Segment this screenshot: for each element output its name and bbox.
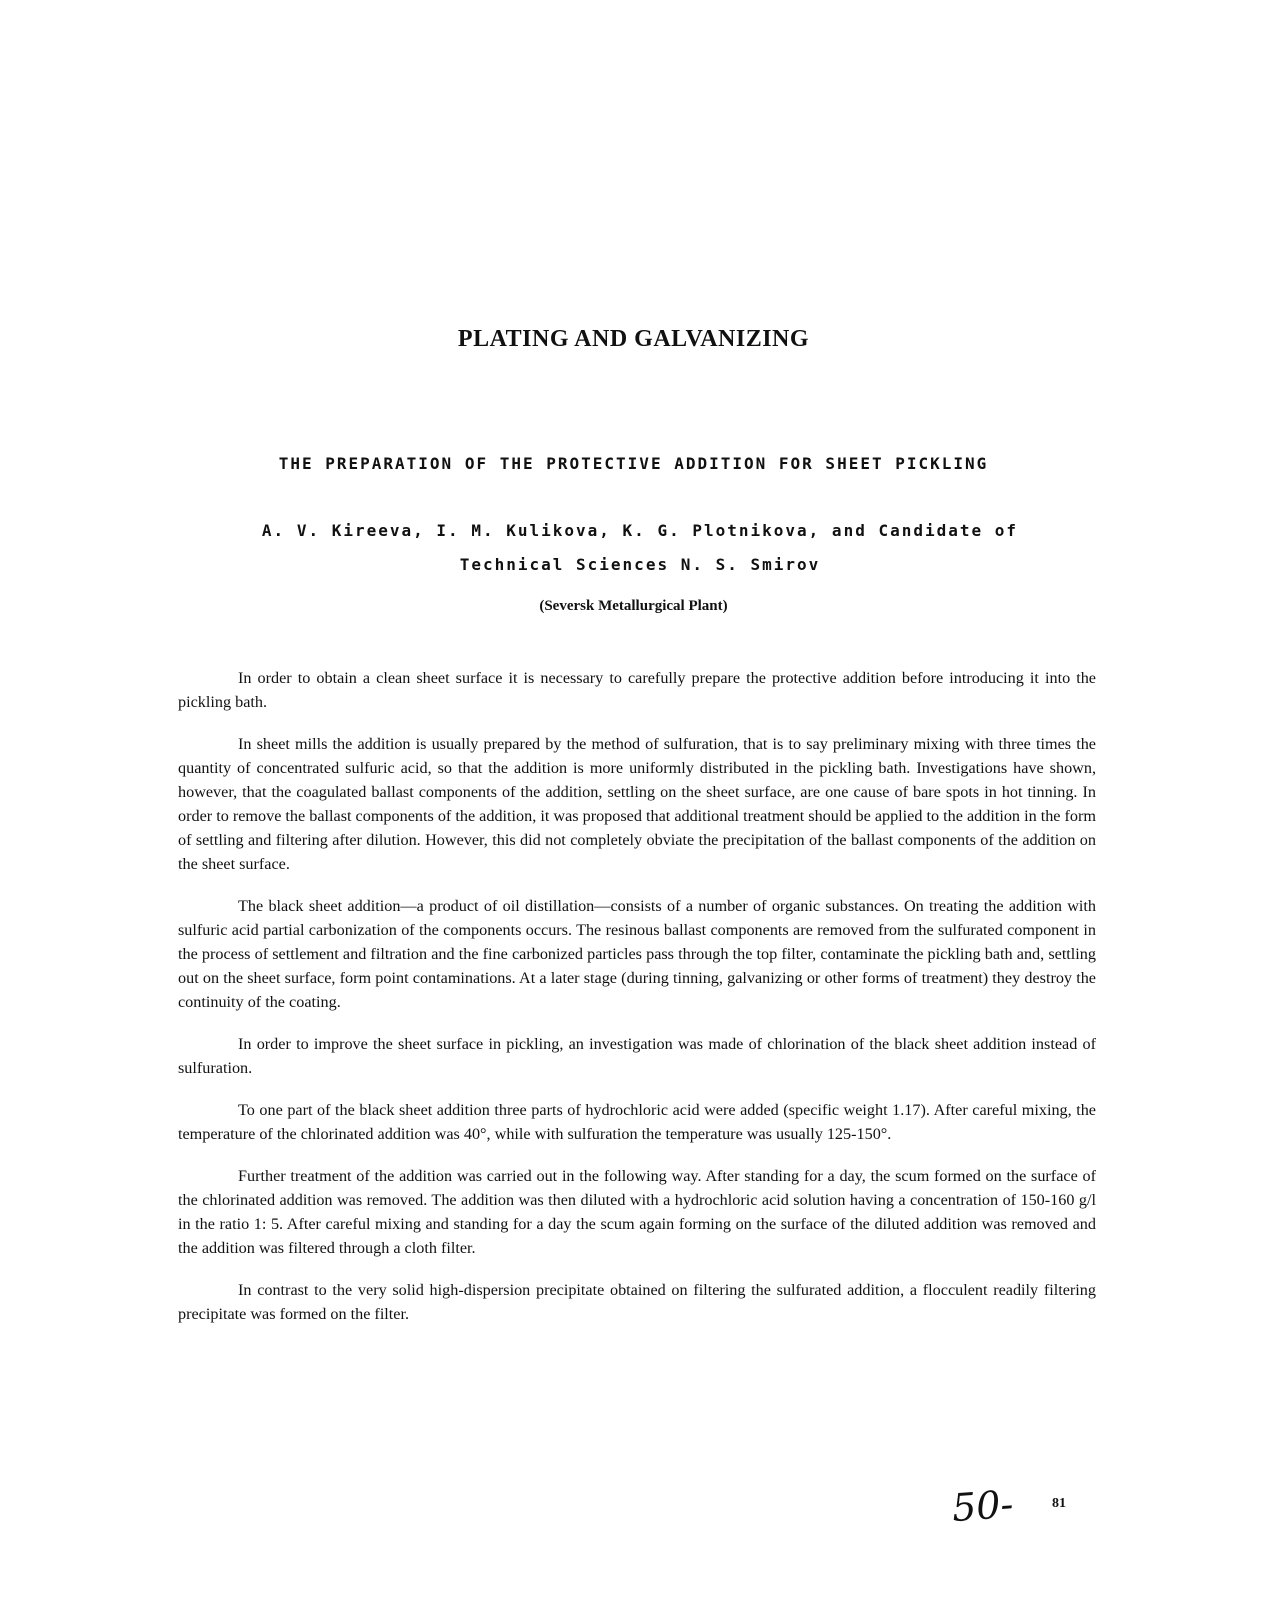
article-title: THE PREPARATION OF THE PROTECTIVE ADDITION FOR SHEET PICKLING [278,454,989,473]
paragraph: In order to improve the sheet surface in pickling, an investigation was made of chlorination of the black sheet addition instead of sulfuration. [178,1035,1096,1077]
affiliation: (Seversk Metallurgical Plant) [539,598,728,614]
section-title: PLATING AND GALVANIZING [457,326,810,352]
paragraph: To one part of the black sheet addition three parts of hydrochloric acid were added (specific weight 1.17). After careful mixing, the temperature of the chlorinated addition was 40°, while with sulfuration the temperature was usually 125-150°. [178,1101,1096,1143]
paragraph: In order to obtain a clean sheet surface it is necessary to carefully prepare the protective addition before introducing it into the pickling bath. [178,669,1096,711]
paragraph: The black sheet addition—a product of oil distillation—consists of a number of organic substances. On treating the addition with sulfuric acid partial carbonization of the components occurs. The resinous ballast components are removed from the sulfurated component in the process of settlement and filtration and the fine carbonized particles pass through the top filter, contaminate the pickling bath and, settling out on the sheet surface, form point contaminations. At a later stage (during tinning, galvanizing or other forms of treatment) they destroy the continuity of the coating. [178,897,1096,1011]
authors-line: A. V. Kireeva, I. M. Kulikova, K. G. Plotnikova, and Candidate of Technical Sciences N. S. Smirov [261,521,1019,574]
printed-page-number: 81 [1052,1496,1066,1511]
article-body [178,666,1096,1344]
paragraph: In sheet mills the addition is usually prepared by the method of sulfuration, that is to say preliminary mixing with three times the quantity of concentrated sulfuric acid, so that the addition is more uniformly distributed in the pickling bath. Investigations have shown, however, that the coagulated ballast components of the addition, settling on the sheet surface, are one cause of bare spots in hot tinning. In order to remove the ballast components of the addition, it was proposed that additional treatment should be applied to the addition in the form of settling and filtering after dilution. However, this did not completely obviate the precipitation of the ballast components of the addition on the sheet surface. [178,735,1096,873]
handwritten-page-number: 50- [950,1481,1015,1531]
paragraph: Further treatment of the addition was carried out in the following way. After standing for a day, the scum formed on the surface of the chlorinated addition was removed. The addition was then diluted with a hydrochloric acid solution having a concentration of 150-160 g/l in the ratio 1: 5. After careful mixing and standing for a day the scum again forming on the surface of the diluted addition was removed and the addition was filtered through a cloth filter. [178,1167,1096,1257]
paragraph: In contrast to the very solid high-dispersion precipitate obtained on filtering the sulfurated addition, a flocculent readily filtering precipitate was formed on the filter. [178,1281,1096,1323]
